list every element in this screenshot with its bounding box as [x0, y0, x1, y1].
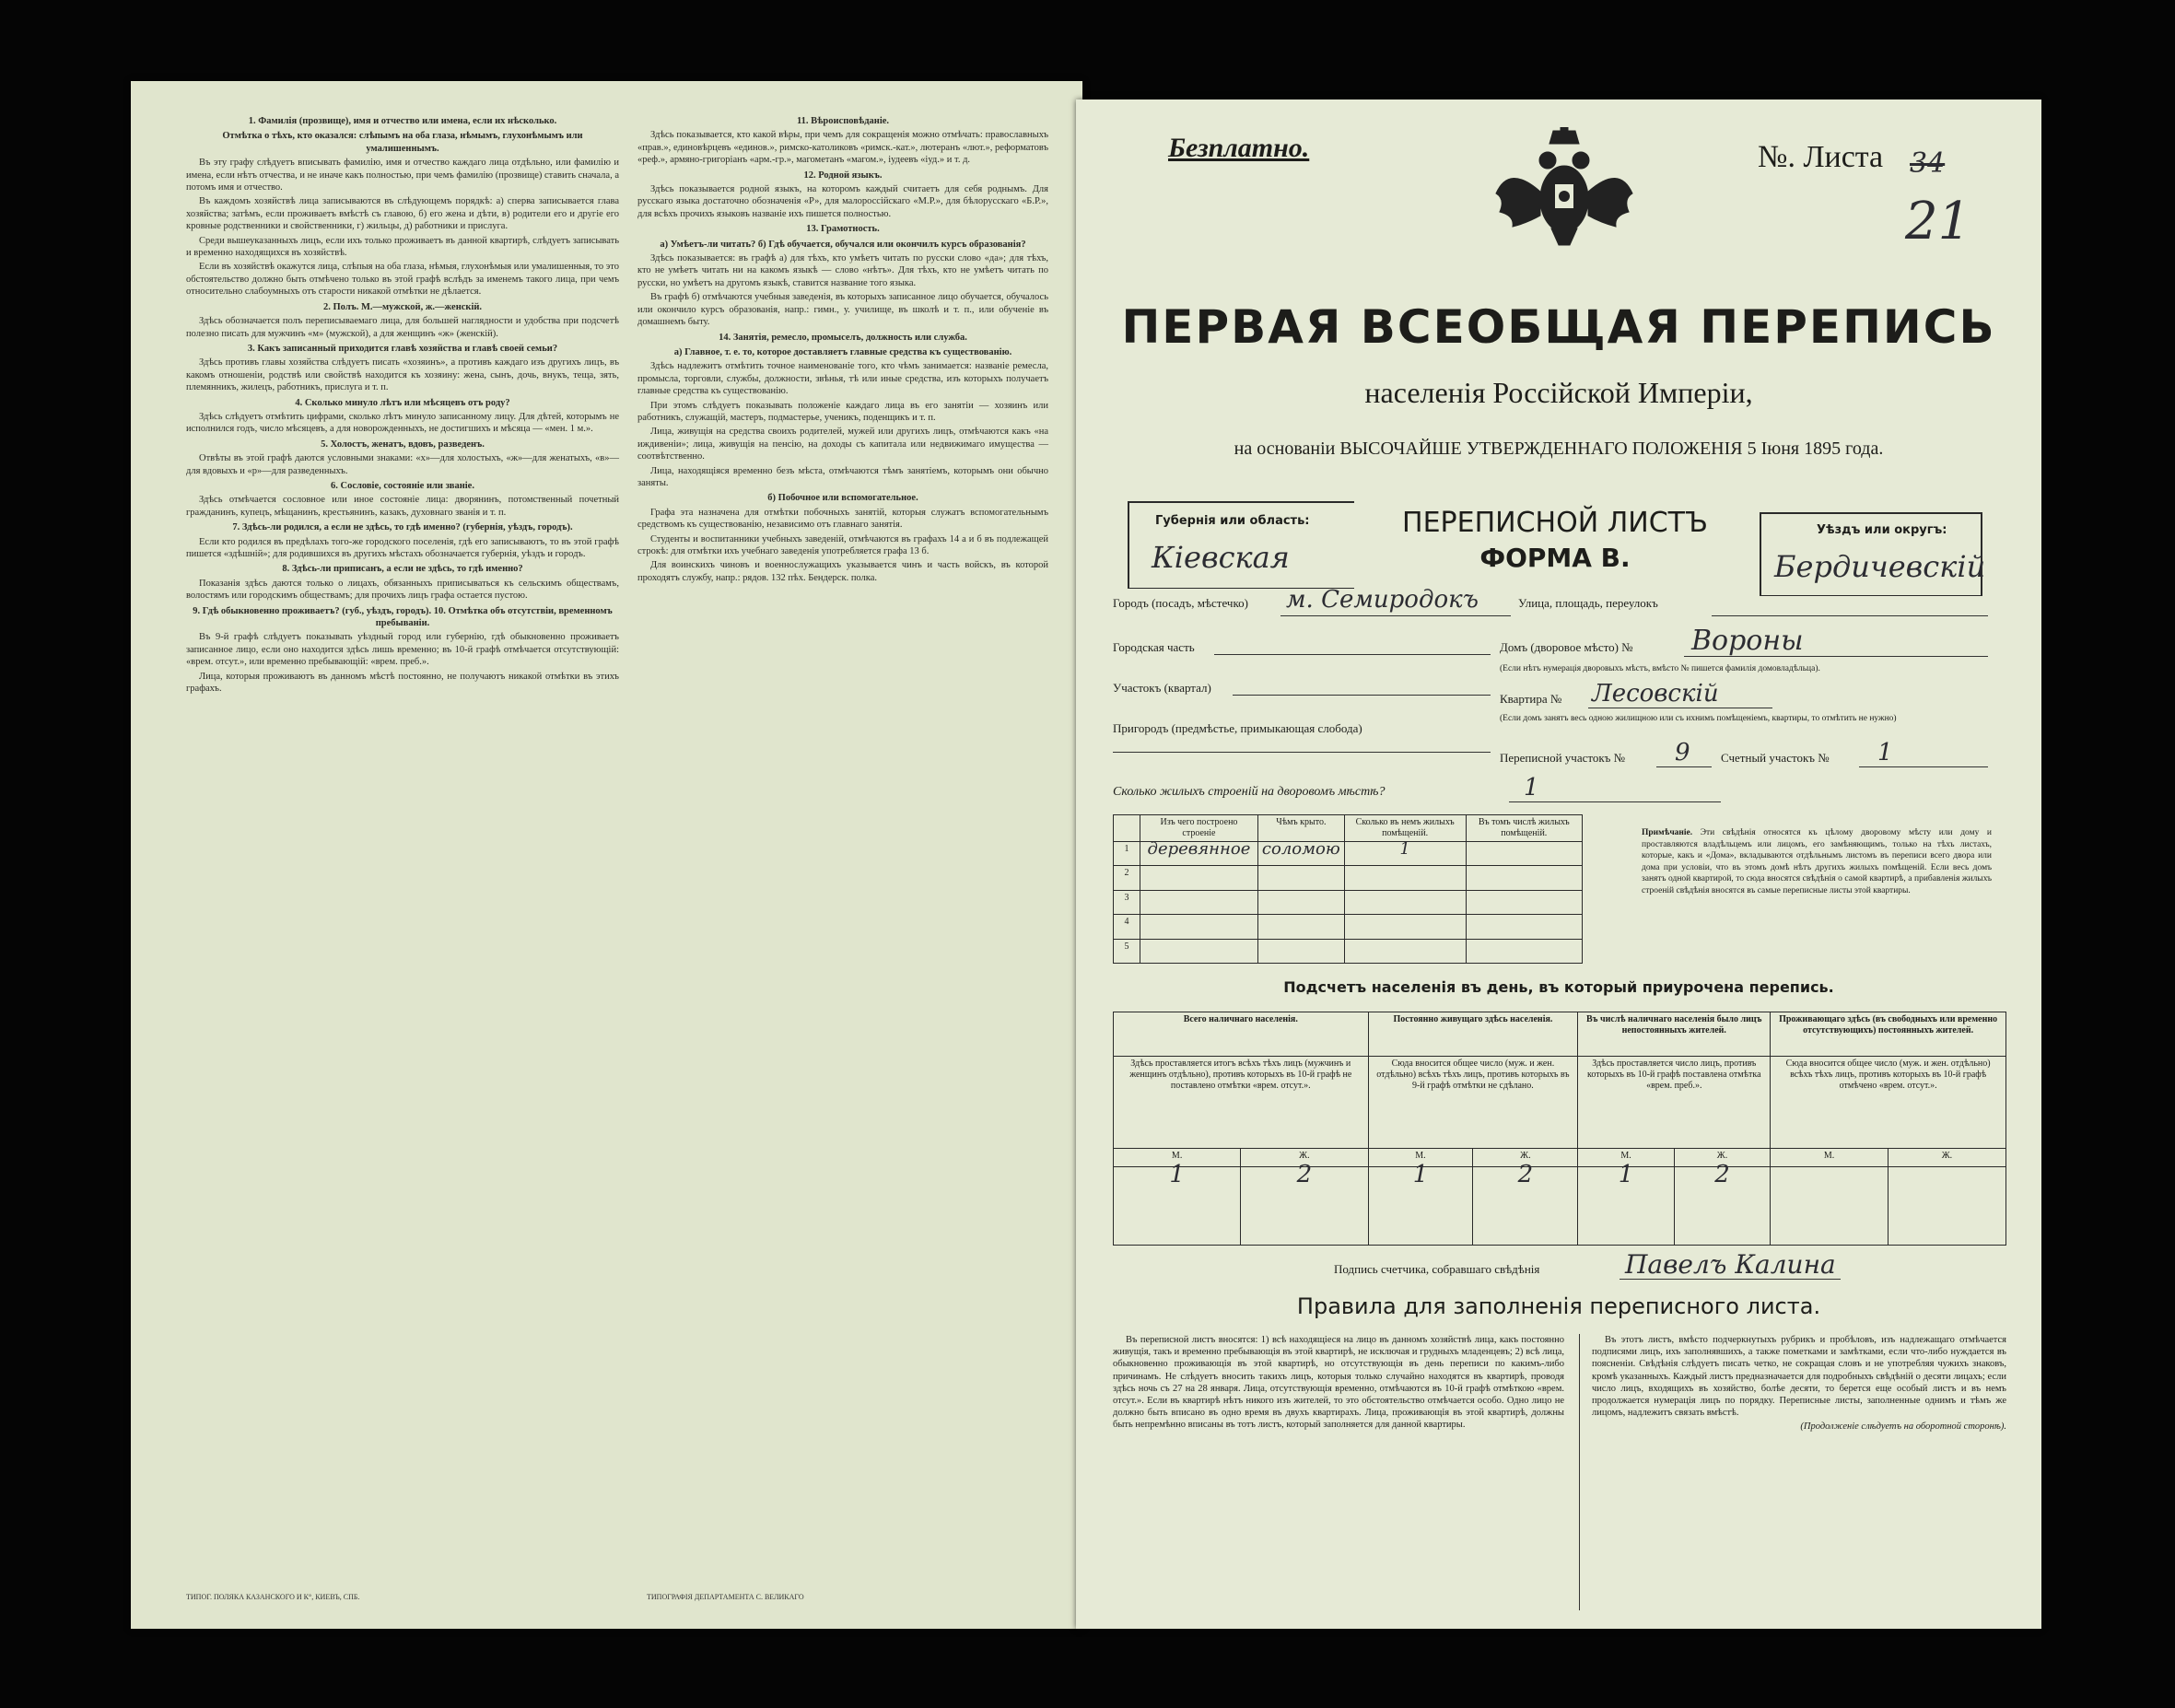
form-type: ФОРМА В.: [1479, 543, 1631, 573]
paragraph: Лица, живущія на средства своихъ родителей, мужей или другихъ лицъ, отмѣчаются какъ «на иждивеніи»; лица, живущія на пенсію, на доходы съ капитала или недвижимаго имущества — соотвѣтственно.: [637, 427, 1048, 462]
section-heading: 4. Сколько минуло лѣтъ или мѣсяцевъ отъ роду?: [295, 397, 510, 408]
section-heading: 13. Грамотность.: [806, 224, 880, 235]
form-title: ПЕРЕПИСНОЙ ЛИСТЪ: [1402, 507, 1708, 539]
instructions-column-1: [186, 112, 619, 696]
paragraph: Въ 9-й графѣ слѣдуетъ показывать уѣздный город или губернію, гдѣ обыкновенно проживаетъ записанное лицо, если оно находится здѣсь лишь временно; въ 10-й графѣ отмѣчается отсутствующій: «врем. отсут.», или временно пребывающій: «врем. преб.».: [186, 632, 619, 668]
section-heading: 8. Здѣсь-ли приписанъ, а если не здѣсь, то гдѣ именно?: [282, 564, 523, 575]
section-heading: 9. Гдѣ обыкновенно проживаетъ? (губ., уѣздъ, городъ). 10. Отмѣтка объ отсутствіи, временномъ пребываніи.: [193, 605, 613, 629]
section-heading: 1. Фамилія (прозвище), имя и отчество или имена, если их нѣсколько.: [248, 116, 557, 126]
section-heading: а) Умѣетъ-ли читать? б) Гдѣ обучается, обучался или окончилъ курсъ образованія?: [660, 239, 1026, 250]
province-value: Кіевская: [1152, 540, 1290, 575]
section-heading: 12. Родной языкъ.: [803, 170, 883, 181]
census-precinct-value: 9: [1675, 739, 1690, 766]
buildings-table: Изъ чего построено строеніе Чѣмъ крыто. Сколько въ немъ жилыхъ помѣщеній. Въ томъ числѣ жилыхъ помѣщеній. 1 деревянное соломою 1 2 3 4 5: [1113, 814, 1583, 964]
form-title-block: [1352, 501, 1758, 586]
rules-title: Правила для заполненія переписного листа.: [1296, 1293, 1821, 1319]
apartment-label: Квартира №: [1500, 692, 1562, 706]
table-row: 2: [1114, 866, 1583, 890]
paragraph: Для воинскихъ чиновъ и военнослужащихъ указывается чинъ и часть войскъ, въ которой проходятъ службу, напр.: рядов. 132 пѣх. Бендерск. полка.: [637, 560, 1048, 583]
house-note: (Если нѣтъ нумерація дворовыхъ мѣстъ, вмѣсто № пишется фамилія домовладѣльца).: [1500, 664, 1820, 673]
section-heading: 3. Какъ записанный приходится главѣ хозяйства и главѣ своей семьи?: [247, 343, 558, 354]
paragraph: Здѣсь показывается родной языкъ, на которомъ каждый считаетъ для себя роднымъ. Для русскаго языка достаточно обозначенія «Р», для малороссійскаго «М.Р.», для бѣлорусскаго «Б.Р.», для всѣхъ прочихъ языковъ названіе ихъ пишется полностью.: [637, 184, 1048, 219]
census-precinct-label: Переписной участокъ №: [1500, 751, 1626, 765]
section-heading: а) Главное, т. е. то, которое доставляетъ главные средства къ существованію.: [673, 346, 1012, 357]
district-box: Уѣздъ или округъ: Бердичевскій: [1760, 512, 1982, 596]
census-form-page: [1076, 99, 2041, 1629]
city-label: Городъ (посадъ, мѣстечко): [1113, 596, 1248, 610]
rules-column-1: Въ переписной листъ вносятся: 1) всѣ находящіеся на лицо въ данномъ хозяйствѣ лица, какъ постоянно живущія, такъ и временно пребывающія въ этой квартирѣ, не исключая и грудныхъ младенцевъ; 2) всѣ лица, обыкновенно проживающія въ этой квартирѣ, но отсутствующія въ день переписи по какимъ-либо причинамъ. Не слѣдуетъ вносить такихъ лицъ, которыя только случайно находятся въ квартирѣ, проводя здѣсь ночь съ 27 на 28 января. Лица, отсутствующія временно, отмѣчаются въ 10-й графѣ отмѣткою «врем. отсут.». Если въ квартирѣ нѣтъ никого изъ жителей, то это обстоятельство отмѣчается особо. Одно лицо не должно быть вписано въ одно время въ двухъ квартирахъ. Лица, проживающія въ этой квартирѣ, должны быть непремѣнно вписаны въ тотъ листъ, который заполняется для данной квартиры.: [1113, 1335, 1564, 1431]
sheet-number-label: №. Листа: [1758, 140, 1884, 174]
paragraph: Среди вышеуказанныхъ лицъ, если ихъ только проживаетъ въ данной квартирѣ, слѣдуетъ записывать и временно находящихся въ хозяйствѣ.: [186, 235, 619, 259]
section-heading: 7. Здѣсь-ли родился, а если не здѣсь, то гдѣ именно? (губернія, уѣздъ, городъ).: [232, 522, 573, 533]
paragraph: Здѣсь слѣдуетъ отмѣтить цифрами, сколько лѣтъ минуло записанному лицу. Для дѣтей, которымъ не исполнился годъ, число мѣсяцевъ, а для новорожденныхъ, не достигшихъ и мѣсяца — «мен. 1 м.».: [186, 411, 619, 435]
street-label: Улица, площадь, переулокъ: [1518, 596, 1658, 610]
precinct-label: Участокъ (квартал): [1113, 681, 1211, 695]
census-subtitle: населенія Россійской Имперіи,: [1364, 376, 1753, 409]
census-legal-basis: на основаніи ВЫСОЧАЙШЕ УТВЕРЖДЕННАГО ПОЛОЖЕНІЯ 5 Іюня 1895 года.: [1234, 439, 1884, 459]
apartment-value: Лесовскій: [1592, 680, 1719, 708]
city-value: м. Семиродокъ: [1286, 586, 1479, 614]
instructions-column-2: [637, 112, 1048, 586]
paragraph: Студенты и воспитанники учебныхъ заведеній, отмѣчаются въ графахъ 14 а и б въ подлежащей строкѣ: для отмѣтки ихъ учебнаго заведенія употребляется графа 13 б.: [637, 533, 1048, 556]
paragraph: Лица, которыя проживаютъ въ данномъ мѣстѣ постоянно, не получаютъ никакой отмѣтки въ этихъ графахъ.: [186, 671, 619, 695]
paragraph: Показанія здѣсь даются только о лицахъ, обязанныхъ приписываться къ сельскимъ обществамъ, волостямъ или городскимъ обществамъ; для прочихъ лицъ графа остается пустою.: [186, 578, 619, 602]
house-label: Домъ (дворовое мѣсто) №: [1500, 640, 1633, 654]
population-count-table: Всего наличнаго населенія. Постоянно живущаго здѣсь населенія. Въ числѣ наличнаго населенія было лицъ непостоянныхъ жителей. Проживающаго здѣсь (въ свободныхъ или временно отсутствующихъ) постоянныхъ жителей. Здѣсь проставляется итогъ всѣхъ тѣхъ лицъ (мужчинъ и женщинъ отдѣльно), противъ которыхъ въ 10-й графѣ не поставлено отмѣтки «врем. отсут.». Сюда вносится общее число (муж. и жен. отдѣльно) всѣхъ тѣхъ лицъ, противъ которыхъ въ 9-й графѣ отмѣтки не сдѣлано. Здѣсь проставляется число лицъ, противъ которыхъ въ 10-й графѣ поставлена отмѣтка «врем. преб.». Сюда вносится общее число (муж. и жен. отдѣльно) всѣхъ тѣхъ лицъ, противъ которыхъ въ 10-й графѣ отмѣчено «врем. отсут.». М. Ж. М. Ж. М. Ж. М. Ж. 1 2 1 2 1 2: [1113, 1012, 2006, 1246]
count-values-row: 1 2 1 2 1 2: [1114, 1167, 2006, 1246]
paragraph: Графа эта назначена для отмѣтки побочныхъ занятій, которыя служатъ вспомогательнымъ средствомъ къ существованію, независимо отъ главнаго занятія.: [637, 507, 1048, 531]
printer-imprint-right: ТИПОГРАФІЯ ДЕПАРТАМЕНТА С. ВЕЛИКАГО: [647, 1593, 804, 1601]
signature-label: Подпись счетчика, собравшаго свѣдѣнія: [1334, 1262, 1540, 1276]
paragraph: Здѣсь надлежитъ отмѣтить точное наименованіе того, кто чѣмъ занимается: названіе ремесла, промысла, торговли, службы, должности, звѣнья, тѣ или иные средства, изъ которыхъ получаетъ главные средства къ существованію.: [637, 361, 1048, 397]
paragraph: Здѣсь показывается, кто какой вѣры, при чемъ для сокращенія можно отмѣчать: православныхъ «прав.», единовѣрцевъ «единов.», римско-католиковъ «римск.-кат.», лютеранъ «лют.», реформатовъ «реф.», армяно-григоріанъ «арм.-гр.», магометанъ «магом.», іудеевъ «іуд.» и т. д.: [637, 130, 1048, 166]
count-precinct-value: 1: [1877, 739, 1893, 766]
section-heading: 2. Полъ. М.—мужской, ж.—женскій.: [322, 301, 483, 312]
section-heading: 5. Холостъ, женатъ, вдовъ, разведенъ.: [321, 439, 485, 450]
paragraph: Въ каждомъ хозяйствѣ лица записываются въ слѣдующемъ порядкѣ: а) сперва записывается глава хозяйства; затѣмъ, если проживаетъ вмѣстѣ съ главою, б) его жена и дѣти, в) родители его и другіе его кровные родственники и свойственники, г) жильцы, д) работники и прислуга.: [186, 196, 619, 232]
paragraph: Въ графѣ б) отмѣчаются учебныя заведенія, въ которыхъ записанное лицо обучается, обучалось или окончило курсъ образованія, напр.: гимн., у. училище, въ школѣ и т. п., или обученіе въ домашнемъ быту.: [637, 292, 1048, 328]
rules-column-2: Въ этотъ листъ, вмѣсто подчеркнутыхъ рубрикъ и пробѣловъ, изъ надлежащаго отмѣчается подписями лицъ, ихъ заполнявшихъ, а также пометками и замѣтками, если что-либо нуждается въ поясненіи. Свѣдѣнія слѣдуетъ писать четко, не сокращая словъ и не употребляя чужихъ знаковъ, кромѣ указанныхъ. Каждый листъ предназначается для подробныхъ свѣдѣній о десяти лицахъ; если число лицъ, входящихъ въ хозяйство, болѣе десяти, то берется еще особый листъ и въ немъ продолжается нумерація лицъ по порядку. Переписные листы, заполненные однимъ и тѣмъ же лицомъ, надлежитъ связать вмѣстѣ. (Продолженіе слѣдуетъ на оборотной сторонѣ).: [1592, 1335, 2006, 1433]
population-count-title: Подсчетъ населенія въ день, въ который приурочена перепись.: [1283, 978, 1834, 996]
section-heading: б) Побочное или вспомогательное.: [767, 493, 918, 504]
free-label: Безплатно.: [1168, 133, 1310, 163]
suburb-label: Пригородъ (предмѣстье, примыкающая слобода): [1113, 721, 1362, 735]
paragraph: При этомъ слѣдуетъ показывать положеніе каждаго лица въ его занятіи — хозяинъ или работникъ, служащій, мастеръ, подмастерье, ученикъ, поденщикъ и т. п.: [637, 400, 1048, 423]
table-row: 3: [1114, 890, 1583, 914]
paragraph: Здѣсь противъ главы хозяйства слѣдуетъ писать «хозяинъ», а противъ каждаго изъ другихъ лицъ, въ какомъ отношеніи, родствѣ или свойствѣ находится къ хозяину: жена, сынъ, дочь, внукъ, теща, зять, племянникъ, жилецъ, работникъ, прислуга и т. п.: [186, 357, 619, 393]
paragraph: Здѣсь показывается: въ графѣ а) для тѣхъ, кто умѣетъ читать по русски слово «да»; для тѣхъ, кто не умѣетъ читать ни на какомъ языкѣ — слово «нѣтъ». Для тѣхъ, кто не умѣетъ читать по русски, но умѣетъ на другомъ языкѣ, ставится название того языка.: [637, 253, 1048, 288]
paragraph: Если въ хозяйствѣ окажутся лица, слѣпыя на оба глаза, нѣмыя, глухонѣмыя или умалишенныя, то это обстоятельство должно быть отмѣчено только въ этой графѣ вслѣдъ за именемъ такого лица, при чемъ относительно слабоумныхъ отъ старости никакой отмѣтки не дѣлается.: [186, 262, 619, 298]
table-row: 4: [1114, 915, 1583, 939]
section-heading: Отмѣтка о тѣхъ, кто оказался: слѣпымъ на оба глаза, нѣмымъ, глухонѣмымъ или умалишеннымъ.: [222, 131, 583, 154]
district-value: Бердичевскій: [1774, 549, 1986, 584]
count-precinct-label: Счетный участокъ №: [1721, 751, 1830, 765]
buildings-value: 1: [1524, 774, 1539, 801]
paragraph: Въ эту графу слѣдуетъ вписывать фамилію, имя и отчество каждаго лица отдѣльно, или фамилію и имена, если нѣтъ отчества, и не иначе какъ полностью, при чемъ фамилію (прозвище) ставить сначала, а потомъ имя и отчество.: [186, 158, 619, 193]
census-title: ПЕРВАЯ ВСЕОБЩАЯ ПЕРЕПИСЬ: [1121, 300, 1996, 354]
section-heading: 11. Вѣроисповѣданіе.: [796, 116, 890, 126]
table-row: 1 деревянное соломою 1: [1114, 842, 1583, 866]
printer-imprint-left: ТИПОГ. ПОЛЯКА КАЗАНСКОГО И К°, КИЕВЪ, СПБ.: [186, 1593, 360, 1601]
buildings-question: Сколько жилыхъ строеній на дворовомъ мѣстѣ?: [1113, 785, 1386, 799]
signature-value: Павелъ Калина: [1625, 1249, 1836, 1280]
province-box: Губернія или область: Кіевская: [1128, 501, 1354, 589]
imperial-eagle-emblem: [1491, 127, 1638, 247]
apartment-note: (Если домъ занятъ весь одною жилищною или съ ихнимъ помѣщеніемъ, квартиры, то отмѣтить не нужно): [1500, 714, 1897, 723]
sheet-number-hand: 21: [1905, 192, 1971, 252]
paragraph: Здѣсь отмѣчается сословное или иное состояніе лица: дворянинъ, потомственный почетный гражданинъ, купецъ, мѣщанинъ, крестьянинъ, казакъ, духовнаго званія и т. п.: [186, 495, 619, 518]
paragraph: Лица, находящіяся временно безъ мѣста, отмѣчаются тѣмъ занятіемъ, которымъ они обычно заняты.: [637, 465, 1048, 488]
city-part-label: Городская часть: [1113, 640, 1195, 654]
buildings-note: Примѣчаніе. Эти свѣдѣнія относятся къ цѣлому дворовому мѣсту или дому и проставляются владѣльцемъ или лицомъ, его замѣняющимъ, только на тѣхъ листахъ, которые, какъ и «Дома», вкладываются отдѣльнымъ листомъ въ переписи всего двора или дома при условіи, что въ этомъ домѣ нѣтъ другихъ жилыхъ помѣщеній. Если весь домъ занятъ одной квартирой, то сюда вносятся свѣдѣнія о самой квартирѣ, а прибавленія жилыхъ строеній свѣдѣнія вносятся въ самые переписные листы этой квартиры.: [1642, 828, 1993, 895]
house-value: Вороны: [1691, 625, 1804, 657]
sheet-number-old-hand: 34: [1910, 147, 1946, 180]
table-row: 5: [1114, 939, 1583, 963]
paragraph: Если кто родился въ предѣлахъ того-же городского поселенія, гдѣ его записываютъ, то въ этой графѣ пишется «здѣшній»; для родившихся въ другихъ мѣстахъ обозначается губернія, уѣздъ и городъ.: [186, 536, 619, 559]
paragraph: Здѣсь обозначается полъ переписываемаго лица, для большей наглядности и удобства при подсчетѣ полезно писать для мужчинъ «м» (мужской), а для женщинъ «ж» (женскій).: [186, 316, 619, 339]
paragraph: Отвѣты въ этой графѣ даются условными знаками: «х»—для холостыхъ, «ж»—для женатыхъ, «в»—для вдовыхъ и «р»—для разведенныхъ.: [186, 453, 619, 476]
section-heading: 6. Сословіе, состояніе или званіе.: [331, 480, 474, 491]
left-page: [131, 81, 1082, 1629]
section-heading: 14. Занятія, ремесло, промыселъ, должность или служба.: [719, 332, 967, 343]
